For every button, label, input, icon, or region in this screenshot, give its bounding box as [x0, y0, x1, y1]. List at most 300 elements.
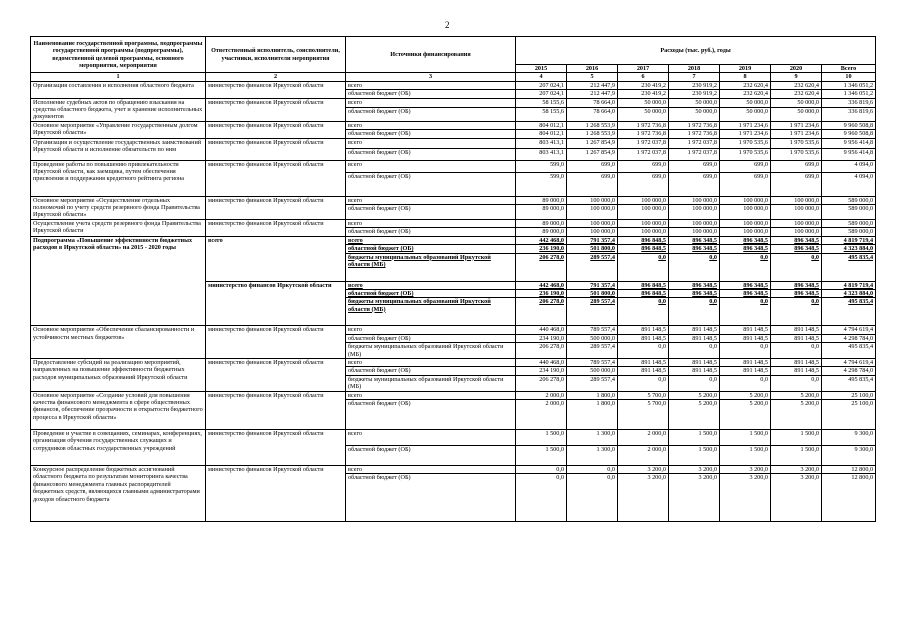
row-value: 891 148,5: [720, 334, 771, 342]
table-row: [31, 391, 876, 399]
row-value: 230 919,2: [669, 81, 720, 89]
row-value: 891 148,5: [771, 334, 822, 342]
row-value: 4 794 619,4: [822, 326, 876, 334]
row-source: областной бюджет (ОБ): [346, 399, 516, 429]
row-value: 699,0: [567, 172, 618, 196]
row-value: 1 267 854,9: [567, 138, 618, 148]
row-source: областной бюджет (ОБ): [346, 334, 516, 342]
row-value: 5 700,0: [618, 391, 669, 399]
row-value: 206 278,0: [516, 253, 567, 281]
row-value: 896 848,5: [618, 281, 669, 289]
row-executor: министерство финансов Иркутской области: [206, 358, 346, 391]
row-source: всего: [346, 391, 516, 399]
row-value: 804 012,1: [516, 130, 567, 138]
row-value: 1 500,0: [516, 429, 567, 445]
row-value: 699,0: [567, 160, 618, 172]
row-value: 599,0: [516, 160, 567, 172]
row-value: 4 819 719,4: [822, 281, 876, 289]
row-value: 891 148,5: [669, 326, 720, 334]
row-value: 589 000,0: [822, 228, 876, 236]
row-value: 891 148,5: [720, 358, 771, 366]
row-value: 100 000,0: [771, 219, 822, 227]
row-value: 100 000,0: [720, 228, 771, 236]
row-value: 1 970 535,6: [771, 148, 822, 160]
row-value: 5 200,0: [720, 391, 771, 399]
row-value: 50 000,0: [669, 98, 720, 108]
row-source: областной бюджет (ОБ): [346, 130, 516, 138]
row-value: 896 348,5: [669, 245, 720, 253]
row-name: Проведение работы по повышению привлекательности Иркутской области, как заемщика, путем обеспечения присвоения и поддержания кредитного рейтинга региона: [31, 160, 206, 196]
row-value: 1 500,0: [771, 445, 822, 465]
row-value: 0,0: [618, 343, 669, 359]
row-value: 9 956 414,8: [822, 138, 876, 148]
row-name: Осуществление учета средств резервного фонда Правительства Иркутской области: [31, 219, 206, 236]
row-value: 289 557,4: [567, 253, 618, 281]
row-value: 100 000,0: [669, 196, 720, 205]
row-value: 100 000,0: [567, 196, 618, 205]
row-value: 896 348,5: [720, 245, 771, 253]
row-value: 5 200,0: [669, 391, 720, 399]
row-value: 100 000,0: [669, 228, 720, 236]
row-value: 0,0: [516, 474, 567, 522]
column-index: 2: [206, 73, 346, 81]
row-value: 1 970 535,6: [720, 138, 771, 148]
column-index: 5: [567, 73, 618, 81]
row-value: 100 000,0: [567, 219, 618, 227]
row-value: 1 500,0: [720, 445, 771, 465]
row-source: областной бюджет (ОБ): [346, 228, 516, 236]
row-value: 2 000,0: [618, 445, 669, 465]
row-source: бюджеты муниципальных образований Иркутской области (МБ): [346, 253, 516, 281]
row-value: 1 300,0: [567, 429, 618, 445]
row-value: 699,0: [618, 172, 669, 196]
row-value: 3 200,0: [618, 465, 669, 473]
row-value: 0,0: [516, 465, 567, 473]
row-value: 289 557,4: [567, 375, 618, 391]
row-value: 896 348,5: [669, 281, 720, 289]
row-value: 0,0: [567, 474, 618, 522]
row-source: бюджеты муниципальных образований Иркутской области (МБ): [346, 298, 516, 326]
row-value: 230 919,2: [669, 90, 720, 98]
row-value: 495 835,4: [822, 298, 876, 326]
column-index: 3: [346, 73, 516, 81]
row-source: всего: [346, 281, 516, 289]
header-year: Всего: [822, 65, 876, 73]
header-source: Источники финансирования: [346, 37, 516, 73]
row-value: 78 664,0: [567, 108, 618, 122]
row-source: областной бюджет (ОБ): [346, 108, 516, 122]
row-value: 336 819,6: [822, 108, 876, 122]
row-value: 50 000,0: [771, 98, 822, 108]
row-value: 896 348,5: [771, 245, 822, 253]
row-value: 9 300,0: [822, 445, 876, 465]
row-value: 9 956 414,8: [822, 148, 876, 160]
row-source: всего: [346, 358, 516, 366]
row-value: 896 848,5: [618, 289, 669, 297]
row-value: 2 000,0: [618, 429, 669, 445]
row-value: 0,0: [720, 253, 771, 281]
row-value: 1 972 736,8: [618, 121, 669, 129]
row-value: 891 148,5: [618, 334, 669, 342]
row-source: бюджеты муниципальных образований Иркутской области (МБ): [346, 375, 516, 391]
row-value: 100 000,0: [669, 205, 720, 220]
row-value: 5 200,0: [771, 391, 822, 399]
row-value: 1 500,0: [669, 429, 720, 445]
row-value: 589 000,0: [822, 219, 876, 227]
table-row: [31, 98, 876, 108]
row-value: 1 971 234,6: [720, 121, 771, 129]
row-value: 500 000,0: [567, 367, 618, 375]
row-value: 896 848,5: [618, 245, 669, 253]
row-value: 891 148,5: [669, 367, 720, 375]
row-value: 896 348,5: [771, 289, 822, 297]
row-value: 5 200,0: [669, 399, 720, 429]
row-value: 100 000,0: [720, 205, 771, 220]
table-row: [31, 160, 876, 172]
row-source: областной бюджет (ОБ): [346, 148, 516, 160]
header-expenses: Расходы (тыс. руб.), годы: [516, 37, 876, 65]
row-value: 230 419,2: [618, 90, 669, 98]
row-executor: министерство финансов Иркутской области: [206, 429, 346, 465]
row-value: 891 148,5: [669, 334, 720, 342]
row-value: 896 348,5: [720, 281, 771, 289]
row-value: 699,0: [618, 160, 669, 172]
row-value: 336 819,6: [822, 98, 876, 108]
row-value: 891 148,5: [618, 358, 669, 366]
row-value: 699,0: [720, 160, 771, 172]
row-value: 5 200,0: [720, 399, 771, 429]
row-value: 206 278,0: [516, 375, 567, 391]
row-value: 1 346 051,2: [822, 81, 876, 89]
row-value: 500 000,0: [567, 334, 618, 342]
row-value: 1 500,0: [771, 429, 822, 445]
row-value: 891 148,5: [720, 326, 771, 334]
row-value: 212 447,9: [567, 81, 618, 89]
row-value: 3 200,0: [669, 465, 720, 473]
row-source: всего: [346, 81, 516, 89]
row-value: 100 000,0: [771, 196, 822, 205]
row-value: 58 155,6: [516, 108, 567, 122]
expenses-table: [30, 36, 876, 522]
row-executor: министерство финансов Иркутской области: [206, 219, 346, 236]
column-index: 9: [771, 73, 822, 81]
row-value: 232 620,4: [771, 81, 822, 89]
row-value: 100 000,0: [669, 219, 720, 227]
column-index: 8: [720, 73, 771, 81]
row-value: 234 190,0: [516, 367, 567, 375]
row-value: 440 468,0: [516, 326, 567, 334]
row-value: 2 000,0: [516, 391, 567, 399]
row-value: 1 970 535,6: [771, 138, 822, 148]
row-value: 0,0: [771, 343, 822, 359]
row-value: 50 000,0: [720, 108, 771, 122]
row-executor: министерство финансов Иркутской области: [206, 98, 346, 121]
row-value: 100 000,0: [771, 228, 822, 236]
row-value: 89 000,0: [516, 228, 567, 236]
row-value: 1 971 234,6: [771, 121, 822, 129]
row-executor: министерство финансов Иркутской области: [206, 326, 346, 359]
row-value: 207 024,1: [516, 81, 567, 89]
column-index: 10: [822, 73, 876, 81]
row-value: 0,0: [618, 298, 669, 326]
row-value: 0,0: [669, 343, 720, 359]
table-row: [31, 121, 876, 129]
row-value: 1 972 736,8: [669, 130, 720, 138]
row-value: 1 267 854,9: [567, 148, 618, 160]
row-value: 100 000,0: [618, 196, 669, 205]
header-year: 2016: [567, 65, 618, 73]
row-value: 501 800,0: [567, 245, 618, 253]
row-source: областной бюджет (ОБ): [346, 445, 516, 465]
row-value: 1 972 037,8: [669, 138, 720, 148]
row-value: 791 357,4: [567, 236, 618, 244]
row-source: областной бюджет (ОБ): [346, 289, 516, 297]
row-source: всего: [346, 121, 516, 129]
row-value: 232 620,4: [720, 90, 771, 98]
row-value: 4 094,0: [822, 172, 876, 196]
row-value: 3 200,0: [771, 465, 822, 473]
row-value: 234 190,0: [516, 334, 567, 342]
row-value: 442 468,0: [516, 236, 567, 244]
row-value: 12 800,0: [822, 474, 876, 522]
row-value: 9 960 508,8: [822, 130, 876, 138]
header-year: 2015: [516, 65, 567, 73]
row-source: областной бюджет (ОБ): [346, 172, 516, 196]
row-value: 4 819 719,4: [822, 236, 876, 244]
row-value: 0,0: [771, 298, 822, 326]
row-value: 207 024,1: [516, 90, 567, 98]
row-value: 0,0: [618, 375, 669, 391]
row-executor: министерство финансов Иркутской области: [206, 281, 346, 326]
row-value: 50 000,0: [618, 108, 669, 122]
row-value: 891 148,5: [771, 358, 822, 366]
row-value: 1 972 037,8: [618, 138, 669, 148]
row-value: 1 971 234,6: [771, 130, 822, 138]
row-source: всего: [346, 219, 516, 227]
row-value: 0,0: [720, 375, 771, 391]
row-value: 1 500,0: [669, 445, 720, 465]
row-executor: министерство финансов Иркутской области: [206, 465, 346, 521]
row-value: 0,0: [669, 375, 720, 391]
row-value: 3 200,0: [720, 465, 771, 473]
table-row: [31, 236, 876, 244]
row-value: 891 148,5: [771, 367, 822, 375]
table-row: [31, 196, 876, 205]
table-row: [31, 138, 876, 148]
row-value: 0,0: [567, 465, 618, 473]
row-value: 599,0: [516, 172, 567, 196]
row-value: 100 000,0: [618, 219, 669, 227]
row-value: 495 835,4: [822, 253, 876, 281]
row-value: 891 148,5: [720, 367, 771, 375]
row-source: всего: [346, 465, 516, 473]
row-value: 804 012,1: [516, 121, 567, 129]
row-name: Исполнение судебных актов по обращению взыскания на средства областного бюджета, учет и хранение исполнительных документов: [31, 98, 206, 121]
row-value: 896 348,5: [669, 236, 720, 244]
row-value: 803 413,1: [516, 138, 567, 148]
header-executor: Ответственный исполнитель, соисполнители, участники, исполнители мероприятия: [206, 37, 346, 73]
row-source: всего: [346, 236, 516, 244]
row-value: 5 700,0: [618, 399, 669, 429]
row-value: 12 800,0: [822, 465, 876, 473]
row-value: 1 972 736,8: [618, 130, 669, 138]
row-value: 891 148,5: [618, 326, 669, 334]
row-value: 699,0: [771, 172, 822, 196]
row-source: областной бюджет (ОБ): [346, 474, 516, 522]
row-value: 699,0: [771, 160, 822, 172]
row-source: всего: [346, 429, 516, 445]
row-value: 1 300,0: [567, 445, 618, 465]
row-executor: министерство финансов Иркутской области: [206, 196, 346, 219]
table-row: [31, 219, 876, 227]
table-row: [31, 429, 876, 445]
row-source: областной бюджет (ОБ): [346, 205, 516, 220]
row-value: 501 800,0: [567, 289, 618, 297]
row-value: 25 100,0: [822, 399, 876, 429]
row-source: бюджеты муниципальных образований Иркутской области (МБ): [346, 343, 516, 359]
row-value: 4 298 784,0: [822, 367, 876, 375]
row-source: всего: [346, 326, 516, 334]
row-source: областной бюджет (ОБ): [346, 90, 516, 98]
row-source: всего: [346, 160, 516, 172]
row-value: 1 972 037,8: [669, 148, 720, 160]
row-value: 0,0: [669, 298, 720, 326]
row-value: 78 664,0: [567, 98, 618, 108]
row-value: 50 000,0: [771, 108, 822, 122]
row-value: 50 000,0: [669, 108, 720, 122]
row-value: 440 468,0: [516, 358, 567, 366]
row-value: 495 835,4: [822, 375, 876, 391]
row-value: 589 000,0: [822, 205, 876, 220]
row-name: Организация и осуществление государственных заимствований Иркутской области и исполнение обязательств по ним: [31, 138, 206, 160]
row-value: 891 148,5: [669, 358, 720, 366]
column-index: 1: [31, 73, 206, 81]
row-value: 589 000,0: [822, 196, 876, 205]
row-value: 100 000,0: [720, 196, 771, 205]
row-name: Проведение и участие в совещаниях, семинарах, конференциях, организация обучения государственных служащих и сотрудников областных государственных учреждений: [31, 429, 206, 465]
row-value: 100 000,0: [567, 228, 618, 236]
row-executor: министерство финансов Иркутской области: [206, 81, 346, 98]
row-value: 0,0: [669, 253, 720, 281]
row-source: всего: [346, 138, 516, 148]
row-value: 25 100,0: [822, 391, 876, 399]
row-value: 791 357,4: [567, 281, 618, 289]
row-value: 0,0: [720, 298, 771, 326]
row-executor: министерство финансов Иркутской области: [206, 160, 346, 196]
header-year: 2018: [669, 65, 720, 73]
row-value: 699,0: [720, 172, 771, 196]
row-value: 1 971 234,6: [720, 130, 771, 138]
row-value: 89 000,0: [516, 219, 567, 227]
row-value: 1 970 535,6: [720, 148, 771, 160]
row-value: 3 200,0: [720, 474, 771, 522]
row-value: 896 348,5: [771, 281, 822, 289]
row-source: всего: [346, 196, 516, 205]
row-value: 0,0: [771, 253, 822, 281]
row-value: 3 200,0: [669, 474, 720, 522]
row-value: 100 000,0: [567, 205, 618, 220]
row-value: 4 323 884,0: [822, 289, 876, 297]
row-value: 100 000,0: [771, 205, 822, 220]
row-executor: министерство финансов Иркутской области: [206, 391, 346, 429]
column-index: 4: [516, 73, 567, 81]
row-value: 0,0: [720, 343, 771, 359]
row-value: 3 200,0: [618, 474, 669, 522]
row-name: Предоставление субсидий на реализацию мероприятий, направленных на повышение эффективности бюджетных расходов муниципальных образований Иркутской области: [31, 358, 206, 391]
column-index: 7: [669, 73, 720, 81]
row-value: 5 200,0: [771, 399, 822, 429]
header-name: Наименование государственной программы, подпрограммы государственной программы (подпрограммы), ведомственной целевой программы, основного мероприятия, мероприятия: [31, 37, 206, 73]
row-executor: министерство финансов Иркутской области: [206, 121, 346, 138]
header-year: 2020: [771, 65, 822, 73]
column-index: 6: [618, 73, 669, 81]
row-value: 9 960 508,8: [822, 121, 876, 129]
row-value: 699,0: [669, 160, 720, 172]
row-value: 100 000,0: [720, 219, 771, 227]
header-year: 2017: [618, 65, 669, 73]
row-value: 232 620,4: [771, 90, 822, 98]
row-value: 699,0: [669, 172, 720, 196]
row-value: 3 200,0: [771, 474, 822, 522]
row-value: 891 148,5: [771, 326, 822, 334]
row-value: 4 323 884,0: [822, 245, 876, 253]
row-value: 789 557,4: [567, 358, 618, 366]
row-value: 495 835,4: [822, 343, 876, 359]
row-executor: министерство финансов Иркутской области: [206, 138, 346, 160]
row-value: 896 848,5: [618, 236, 669, 244]
row-value: 58 155,6: [516, 98, 567, 108]
row-source: всего: [346, 98, 516, 108]
row-value: 50 000,0: [618, 98, 669, 108]
row-value: 50 000,0: [720, 98, 771, 108]
row-value: 206 278,0: [516, 343, 567, 359]
row-value: 896 348,5: [669, 289, 720, 297]
row-source: областной бюджет (ОБ): [346, 245, 516, 253]
row-name: Основное мероприятие «Обеспечение сбалансированности и устойчивости местных бюджетов»: [31, 326, 206, 359]
row-value: 0,0: [771, 375, 822, 391]
row-value: 100 000,0: [618, 228, 669, 236]
table-row: [31, 81, 876, 89]
row-executor: всего: [206, 236, 346, 281]
row-value: 1 268 553,9: [567, 121, 618, 129]
header-year: 2019: [720, 65, 771, 73]
row-value: 4 094,0: [822, 160, 876, 172]
row-value: 789 557,4: [567, 326, 618, 334]
row-value: 4 298 784,0: [822, 334, 876, 342]
row-value: 289 557,4: [567, 343, 618, 359]
row-value: 236 190,0: [516, 245, 567, 253]
row-value: 206 278,0: [516, 298, 567, 326]
row-value: 1 800,0: [567, 399, 618, 429]
row-value: 896 348,5: [771, 236, 822, 244]
row-value: 1 972 037,8: [618, 148, 669, 160]
row-value: 1 800,0: [567, 391, 618, 399]
row-value: 1 268 553,9: [567, 130, 618, 138]
row-value: 891 148,5: [618, 367, 669, 375]
row-name: Конкурсное распределение бюджетных ассигнований областного бюджета по результатам мониторинга качества финансового менеджмента главных распорядителей бюджетных средств, являющихся главными администраторами доходов областного бюджета: [31, 465, 206, 521]
row-value: 100 000,0: [618, 205, 669, 220]
row-value: 232 620,4: [720, 81, 771, 89]
row-value: 212 447,9: [567, 90, 618, 98]
row-name: Подпрограмма «Повышение эффективности бюджетных расходов в Иркутской области» на 2015 - 2020 годы: [31, 236, 206, 326]
row-value: 442 468,0: [516, 281, 567, 289]
row-name: Организация составления и исполнения областного бюджета: [31, 81, 206, 98]
table-row: [31, 326, 876, 334]
row-value: 1 346 051,2: [822, 90, 876, 98]
row-value: 803 413,1: [516, 148, 567, 160]
table-row: [31, 465, 876, 473]
row-value: 1 972 736,8: [669, 121, 720, 129]
